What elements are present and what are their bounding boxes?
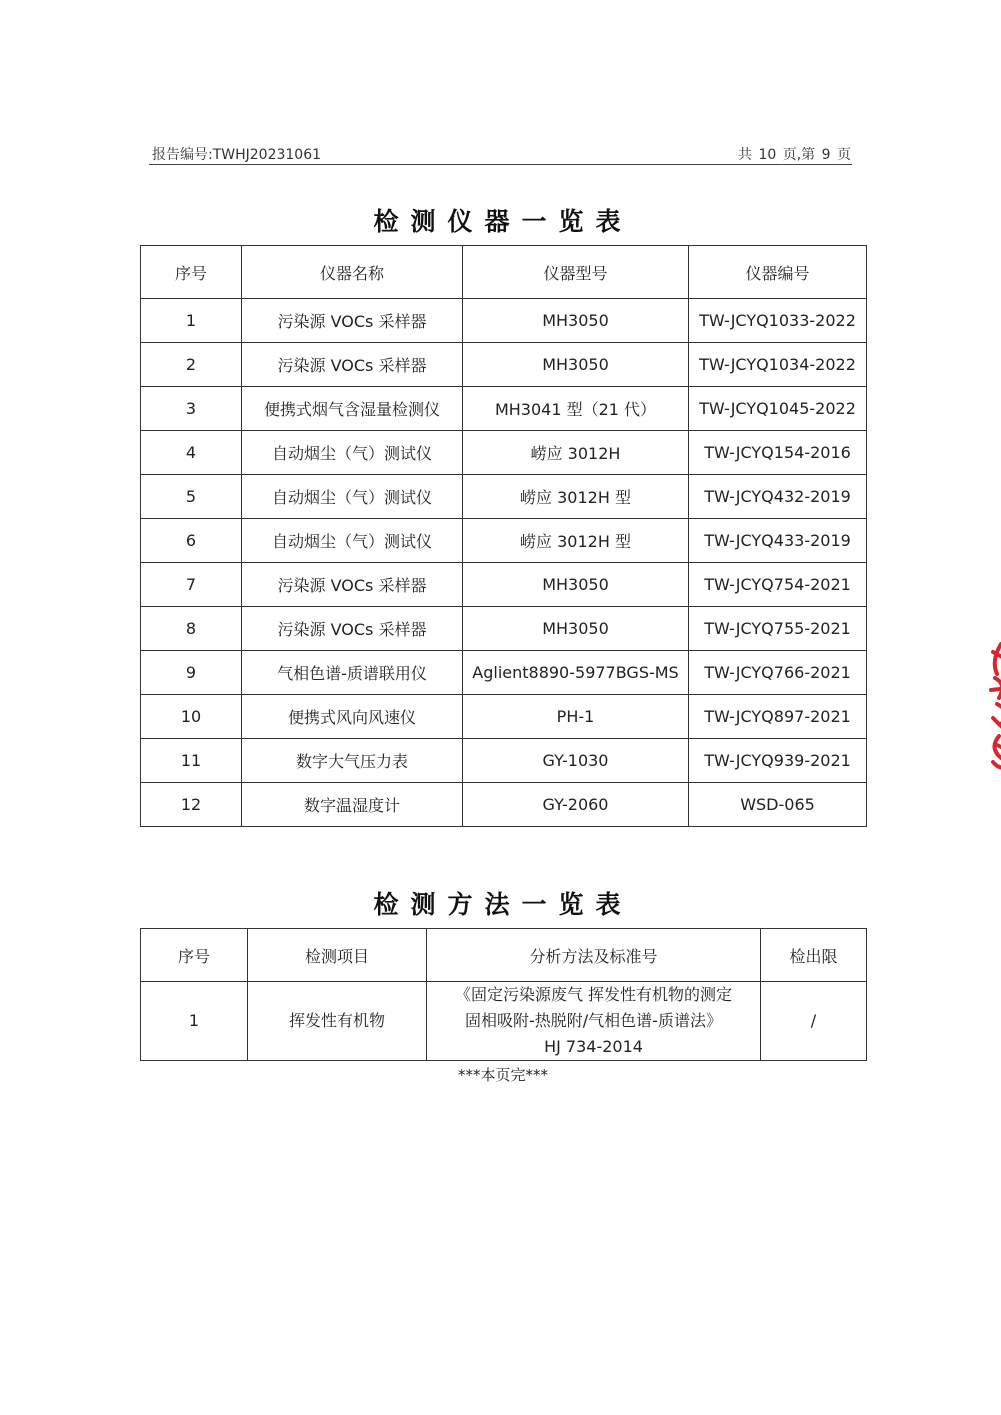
instrument-table-title: 检测仪器一览表 [373, 207, 633, 236]
page-info: 共 10 页,第 9 页 [738, 147, 851, 163]
seal-stamp-fragment [987, 640, 1001, 772]
row-no: 4 [141, 431, 242, 475]
row-instrument-id: TW-JCYQ1045-2022 [689, 387, 867, 431]
instrument-table-header [141, 246, 867, 299]
row-no: 3 [141, 387, 242, 431]
row-instrument-name: 数字温湿度计 [242, 783, 463, 827]
table-row [141, 563, 867, 607]
col-header-id: 仪器编号 [689, 246, 867, 299]
row-instrument-id: TW-JCYQ754-2021 [689, 563, 867, 607]
table-row [141, 387, 867, 431]
row-no: 1 [141, 299, 242, 343]
row-instrument-name: 污染源 VOCs 采样器 [242, 563, 463, 607]
row-no: 12 [141, 783, 242, 827]
report-number: 报告编号:TWHJ20231061 [152, 147, 322, 163]
row-model: MH3041 型（21 代） [463, 387, 689, 431]
method-table-header [141, 929, 867, 982]
table-row [141, 607, 867, 651]
row-instrument-name: 污染源 VOCs 采样器 [242, 343, 463, 387]
row-instrument-name: 污染源 VOCs 采样器 [242, 299, 463, 343]
table-row [141, 739, 867, 783]
row-instrument-name: 自动烟尘（气）测试仪 [242, 475, 463, 519]
table-row [141, 695, 867, 739]
table-row [141, 519, 867, 563]
table-row [141, 299, 867, 343]
row-item: 挥发性有机物 [248, 982, 427, 1061]
row-model: 崂应 3012H 型 [463, 475, 689, 519]
row-instrument-name: 自动烟尘（气）测试仪 [242, 431, 463, 475]
row-instrument-id: TW-JCYQ766-2021 [689, 651, 867, 695]
row-model: 崂应 3012H [463, 431, 689, 475]
row-no: 1 [141, 982, 248, 1061]
row-instrument-id: TW-JCYQ755-2021 [689, 607, 867, 651]
row-model: GY-1030 [463, 739, 689, 783]
row-model: MH3050 [463, 563, 689, 607]
row-instrument-id: TW-JCYQ432-2019 [689, 475, 867, 519]
table-row [141, 982, 867, 1061]
row-model: Aglient8890-5977BGS-MS [463, 651, 689, 695]
col-header-no: 序号 [141, 246, 242, 299]
table-row [141, 431, 867, 475]
row-no: 10 [141, 695, 242, 739]
row-instrument-name: 污染源 VOCs 采样器 [242, 607, 463, 651]
row-instrument-id: TW-JCYQ433-2019 [689, 519, 867, 563]
row-limit: / [761, 982, 867, 1061]
method-table [140, 928, 867, 1061]
row-model: MH3050 [463, 299, 689, 343]
col-header-method: 分析方法及标准号 [427, 929, 761, 982]
row-model: MH3050 [463, 343, 689, 387]
method-table-title: 检测方法一览表 [373, 890, 633, 919]
row-instrument-id: TW-JCYQ897-2021 [689, 695, 867, 739]
row-instrument-name: 自动烟尘（气）测试仪 [242, 519, 463, 563]
row-no: 11 [141, 739, 242, 783]
table-row [141, 475, 867, 519]
row-instrument-id: TW-JCYQ939-2021 [689, 739, 867, 783]
col-header-model: 仪器型号 [463, 246, 689, 299]
row-instrument-name: 气相色谱-质谱联用仪 [242, 651, 463, 695]
col-header-no: 序号 [141, 929, 248, 982]
row-model: 崂应 3012H 型 [463, 519, 689, 563]
row-instrument-id: TW-JCYQ1033-2022 [689, 299, 867, 343]
row-instrument-id: TW-JCYQ1034-2022 [689, 343, 867, 387]
table-row [141, 343, 867, 387]
method-line: 固相吸附-热脱附/气相色谱-质谱法》 [465, 1011, 722, 1030]
method-line: 《固定污染源废气 挥发性有机物的测定 [454, 985, 733, 1004]
row-instrument-id: TW-JCYQ154-2016 [689, 431, 867, 475]
col-header-item: 检测项目 [248, 929, 427, 982]
col-header-limit: 检出限 [761, 929, 867, 982]
row-no: 7 [141, 563, 242, 607]
instrument-table [140, 245, 867, 827]
row-model: MH3050 [463, 607, 689, 651]
row-no: 6 [141, 519, 242, 563]
row-no: 5 [141, 475, 242, 519]
row-no: 8 [141, 607, 242, 651]
row-instrument-name: 便携式烟气含湿量检测仪 [242, 387, 463, 431]
row-instrument-id: WSD-065 [689, 783, 867, 827]
table-row [141, 651, 867, 695]
row-method [427, 982, 761, 1061]
col-header-name: 仪器名称 [242, 246, 463, 299]
row-instrument-name: 便携式风向风速仪 [242, 695, 463, 739]
row-no: 9 [141, 651, 242, 695]
row-model: GY-2060 [463, 783, 689, 827]
table-row [141, 783, 867, 827]
method-line: HJ 734-2014 [544, 1037, 643, 1056]
row-no: 2 [141, 343, 242, 387]
row-instrument-name: 数字大气压力表 [242, 739, 463, 783]
header-rule [149, 164, 852, 165]
end-note: ***本页完*** [457, 1066, 548, 1084]
row-model: PH-1 [463, 695, 689, 739]
